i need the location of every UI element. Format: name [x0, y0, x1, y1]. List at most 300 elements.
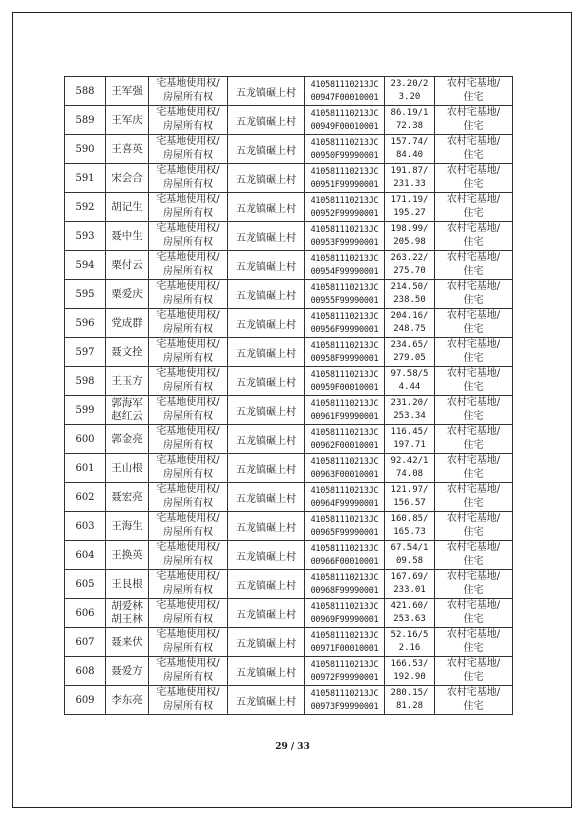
area-line: 166.53/ — [390, 659, 429, 669]
land-use-cell — [435, 338, 513, 367]
unit-code-line: 410581110213JC — [310, 282, 379, 292]
right-type-cell — [149, 135, 228, 164]
land-use-cell — [435, 686, 513, 715]
area-cell — [385, 222, 435, 251]
unit-code-line: 00971F00010001 — [310, 643, 379, 653]
right-type-line: 房屋所有权 — [163, 295, 213, 306]
owner-name-line: 王军庆 — [111, 113, 143, 126]
land-use-line: 农村宅基地/ — [446, 194, 501, 205]
land-use-cell — [435, 251, 513, 280]
right-type-line: 房屋所有权 — [163, 353, 213, 364]
right-type-line: 宅基地使用权/ — [156, 687, 220, 698]
right-type-line: 宅基地使用权/ — [156, 368, 220, 379]
unit-code-line: 410581110213JC — [310, 79, 379, 89]
land-use-cell — [435, 512, 513, 541]
land-use-cell — [435, 106, 513, 135]
right-type-cell — [149, 77, 228, 106]
area-line: 4.44 — [398, 382, 421, 392]
owner-name-cell — [106, 367, 149, 396]
land-use-line: 农村宅基地/ — [446, 658, 501, 669]
right-type-line: 宅基地使用权/ — [156, 136, 220, 147]
unit-code-line: 00964F99990001 — [310, 498, 379, 508]
unit-code-line: 00965F99990001 — [310, 527, 379, 537]
land-use-cell — [435, 222, 513, 251]
table-row — [65, 599, 513, 628]
land-use-line: 农村宅基地/ — [446, 368, 501, 379]
area-line: 280.15/ — [390, 688, 429, 698]
owner-name-line: 王军强 — [111, 84, 143, 97]
record-number-cell: 605 — [65, 570, 106, 599]
land-use-line: 农村宅基地/ — [446, 513, 501, 524]
unit-code-cell — [305, 106, 385, 135]
owner-name-cell — [106, 164, 149, 193]
unit-code-line: 00955F99990001 — [310, 295, 379, 305]
right-type-line: 房屋所有权 — [163, 324, 213, 335]
table-row — [65, 77, 513, 106]
unit-code-cell — [305, 164, 385, 193]
unit-code-cell — [305, 280, 385, 309]
right-type-line: 房屋所有权 — [163, 440, 213, 451]
unit-code-cell — [305, 570, 385, 599]
unit-code-cell — [305, 657, 385, 686]
right-type-line: 房屋所有权 — [163, 266, 213, 277]
right-type-line: 宅基地使用权/ — [156, 310, 220, 321]
unit-code-line: 410581110213JC — [310, 630, 379, 640]
land-use-cell — [435, 280, 513, 309]
right-type-line: 宅基地使用权/ — [156, 194, 220, 205]
area-line: 156.57 — [393, 498, 426, 508]
owner-name-cell — [106, 77, 149, 106]
unit-code-line: 00947F00010001 — [310, 92, 379, 102]
right-type-cell — [149, 280, 228, 309]
area-line: 171.19/ — [390, 195, 429, 205]
right-type-cell — [149, 396, 228, 425]
land-use-line: 住宅 — [463, 353, 484, 364]
unit-code-line: 00951F99990001 — [310, 179, 379, 189]
land-use-line: 住宅 — [463, 179, 484, 190]
area-line: 214.50/ — [390, 282, 429, 292]
table-row — [65, 396, 513, 425]
land-use-cell — [435, 135, 513, 164]
area-line: 167.69/ — [390, 572, 429, 582]
unit-code-cell — [305, 686, 385, 715]
unit-code-cell — [305, 338, 385, 367]
owner-name-line: 郭金亮 — [111, 432, 143, 445]
table-row — [65, 657, 513, 686]
land-use-line: 农村宅基地/ — [446, 281, 501, 292]
record-number-cell: 591 — [65, 164, 106, 193]
owner-name-line: 赵红云 — [111, 410, 143, 422]
right-type-line: 房屋所有权 — [163, 556, 213, 567]
location-cell: 五龙镇碾上村 — [228, 106, 305, 135]
unit-code-line: 00958F99990001 — [310, 353, 379, 363]
unit-code-line: 00949F00010001 — [310, 121, 379, 131]
unit-code-line: 410581110213JC — [310, 688, 379, 698]
right-type-cell — [149, 541, 228, 570]
land-use-cell — [435, 483, 513, 512]
land-use-line: 住宅 — [463, 440, 484, 451]
unit-code-line: 410581110213JC — [310, 601, 379, 611]
unit-code-line: 410581110213JC — [310, 427, 379, 437]
land-use-line: 农村宅基地/ — [446, 484, 501, 495]
owner-name-line: 李东亮 — [111, 693, 143, 706]
land-use-line: 住宅 — [463, 585, 484, 596]
owner-name-line: 聂文拴 — [111, 345, 143, 358]
unit-code-line: 00972F99990001 — [310, 672, 379, 682]
unit-code-cell — [305, 309, 385, 338]
right-type-cell — [149, 483, 228, 512]
location-cell: 五龙镇碾上村 — [228, 628, 305, 657]
land-use-cell — [435, 77, 513, 106]
location-cell: 五龙镇碾上村 — [228, 599, 305, 628]
record-number-cell: 597 — [65, 338, 106, 367]
owner-name-line: 王山根 — [111, 461, 143, 474]
right-type-line: 宅基地使用权/ — [156, 426, 220, 437]
table-row — [65, 251, 513, 280]
area-cell — [385, 367, 435, 396]
owner-name-line: 党成群 — [111, 316, 143, 329]
table-row — [65, 570, 513, 599]
owner-name-line: 聂宏亮 — [111, 490, 143, 503]
land-use-line: 住宅 — [463, 237, 484, 248]
location-cell: 五龙镇碾上村 — [228, 280, 305, 309]
unit-code-cell — [305, 599, 385, 628]
area-line: 231.20/ — [390, 398, 429, 408]
area-cell — [385, 396, 435, 425]
area-line: 23.20/2 — [390, 79, 429, 89]
area-cell — [385, 338, 435, 367]
land-use-cell — [435, 570, 513, 599]
owner-name-line: 栗付云 — [111, 258, 143, 271]
table-row — [65, 454, 513, 483]
unit-code-line: 410581110213JC — [310, 456, 379, 466]
owner-name-cell — [106, 309, 149, 338]
land-use-line: 住宅 — [463, 121, 484, 132]
land-use-line: 农村宅基地/ — [446, 136, 501, 147]
table-row — [65, 541, 513, 570]
record-number-cell: 593 — [65, 222, 106, 251]
right-type-cell — [149, 657, 228, 686]
area-cell — [385, 657, 435, 686]
area-cell — [385, 628, 435, 657]
land-use-line: 住宅 — [463, 556, 484, 567]
location-cell: 五龙镇碾上村 — [228, 77, 305, 106]
unit-code-cell — [305, 454, 385, 483]
table-row — [65, 338, 513, 367]
land-use-line: 住宅 — [463, 527, 484, 538]
right-type-cell — [149, 338, 228, 367]
area-line: 279.05 — [393, 353, 426, 363]
right-type-line: 宅基地使用权/ — [156, 600, 220, 611]
unit-code-line: 00963F00010001 — [310, 469, 379, 479]
owner-name-line: 王海生 — [111, 519, 143, 532]
unit-code-cell — [305, 135, 385, 164]
land-use-cell — [435, 599, 513, 628]
record-number-cell: 608 — [65, 657, 106, 686]
area-line: 253.63 — [393, 614, 426, 624]
owner-name-cell — [106, 628, 149, 657]
unit-code-line: 00968F99990001 — [310, 585, 379, 595]
unit-code-cell — [305, 193, 385, 222]
table-row — [65, 425, 513, 454]
location-cell: 五龙镇碾上村 — [228, 425, 305, 454]
land-use-cell — [435, 309, 513, 338]
location-cell: 五龙镇碾上村 — [228, 657, 305, 686]
unit-code-cell — [305, 512, 385, 541]
table-row — [65, 164, 513, 193]
right-type-cell — [149, 106, 228, 135]
land-use-line: 住宅 — [463, 643, 484, 654]
land-use-cell — [435, 396, 513, 425]
right-type-cell — [149, 425, 228, 454]
right-type-line: 房屋所有权 — [163, 237, 213, 248]
records-table-body — [65, 77, 513, 715]
location-cell: 五龙镇碾上村 — [228, 686, 305, 715]
unit-code-line: 00962F00010001 — [310, 440, 379, 450]
unit-code-cell — [305, 425, 385, 454]
owner-name-line: 栗爱庆 — [111, 287, 143, 300]
unit-code-cell — [305, 483, 385, 512]
table-row — [65, 512, 513, 541]
right-type-line: 房屋所有权 — [163, 179, 213, 190]
area-line: 84.40 — [395, 150, 424, 160]
land-use-line: 住宅 — [463, 701, 484, 712]
location-cell: 五龙镇碾上村 — [228, 454, 305, 483]
area-cell — [385, 77, 435, 106]
location-cell: 五龙镇碾上村 — [228, 222, 305, 251]
area-cell — [385, 570, 435, 599]
owner-name-line: 胡王林 — [111, 613, 143, 625]
right-type-line: 房屋所有权 — [163, 672, 213, 683]
location-cell: 五龙镇碾上村 — [228, 193, 305, 222]
unit-code-line: 00950F99990001 — [310, 150, 379, 160]
right-type-cell — [149, 599, 228, 628]
right-type-line: 房屋所有权 — [163, 208, 213, 219]
land-use-cell — [435, 454, 513, 483]
area-line: 52.16/5 — [390, 630, 429, 640]
unit-code-line: 00959F00010001 — [310, 382, 379, 392]
area-line: 275.70 — [393, 266, 426, 276]
unit-code-cell — [305, 77, 385, 106]
location-cell: 五龙镇碾上村 — [228, 135, 305, 164]
land-use-line: 住宅 — [463, 614, 484, 625]
land-use-line: 农村宅基地/ — [446, 397, 501, 408]
right-type-cell — [149, 686, 228, 715]
unit-code-line: 00961F99990001 — [310, 411, 379, 421]
unit-code-line: 410581110213JC — [310, 253, 379, 263]
owner-name-cell — [106, 193, 149, 222]
area-line: 97.58/5 — [390, 369, 429, 379]
area-line: 2.16 — [398, 643, 421, 653]
owner-name-cell — [106, 541, 149, 570]
area-cell — [385, 541, 435, 570]
land-use-line: 住宅 — [463, 266, 484, 277]
right-type-line: 宅基地使用权/ — [156, 455, 220, 466]
right-type-line: 宅基地使用权/ — [156, 571, 220, 582]
unit-code-cell — [305, 367, 385, 396]
area-line: 204.16/ — [390, 311, 429, 321]
right-type-line: 房屋所有权 — [163, 92, 213, 103]
table-row — [65, 280, 513, 309]
record-number-cell: 606 — [65, 599, 106, 628]
table-row — [65, 193, 513, 222]
right-type-line: 宅基地使用权/ — [156, 223, 220, 234]
location-cell: 五龙镇碾上村 — [228, 396, 305, 425]
right-type-line: 宅基地使用权/ — [156, 252, 220, 263]
location-cell: 五龙镇碾上村 — [228, 512, 305, 541]
right-type-cell — [149, 628, 228, 657]
right-type-cell — [149, 512, 228, 541]
record-number-cell: 607 — [65, 628, 106, 657]
owner-name-cell — [106, 222, 149, 251]
owner-name-cell — [106, 599, 149, 628]
unit-code-cell — [305, 628, 385, 657]
unit-code-line: 410581110213JC — [310, 195, 379, 205]
right-type-cell — [149, 309, 228, 338]
right-type-cell — [149, 251, 228, 280]
unit-code-line: 00973F99990001 — [310, 701, 379, 711]
land-use-line: 农村宅基地/ — [446, 107, 501, 118]
area-line: 165.73 — [393, 527, 426, 537]
land-use-cell — [435, 164, 513, 193]
area-line: 86.19/1 — [390, 108, 429, 118]
area-line: 197.71 — [393, 440, 426, 450]
record-number-cell: 588 — [65, 77, 106, 106]
land-use-line: 农村宅基地/ — [446, 600, 501, 611]
area-line: 3.20 — [398, 92, 421, 102]
owner-name-line: 王喜英 — [111, 142, 143, 155]
owner-name-line: 郭海军 — [111, 397, 143, 409]
area-line: 67.54/1 — [390, 543, 429, 553]
land-use-cell — [435, 193, 513, 222]
right-type-cell — [149, 193, 228, 222]
area-line: 238.50 — [393, 295, 426, 305]
record-number-cell: 590 — [65, 135, 106, 164]
land-use-line: 农村宅基地/ — [446, 455, 501, 466]
unit-code-line: 410581110213JC — [310, 572, 379, 582]
right-type-line: 宅基地使用权/ — [156, 397, 220, 408]
owner-name-line: 聂中生 — [111, 229, 143, 242]
land-use-line: 住宅 — [463, 469, 484, 480]
area-line: 160.85/ — [390, 514, 429, 524]
unit-code-line: 410581110213JC — [310, 166, 379, 176]
area-line: 72.38 — [395, 121, 424, 131]
unit-code-line: 410581110213JC — [310, 340, 379, 350]
land-use-cell — [435, 425, 513, 454]
record-number-cell: 601 — [65, 454, 106, 483]
owner-name-cell — [106, 454, 149, 483]
area-cell — [385, 686, 435, 715]
area-cell — [385, 251, 435, 280]
area-cell — [385, 425, 435, 454]
area-line: 192.90 — [393, 672, 426, 682]
area-line: 191.87/ — [390, 166, 429, 176]
location-cell: 五龙镇碾上村 — [228, 164, 305, 193]
unit-code-cell — [305, 396, 385, 425]
area-cell — [385, 599, 435, 628]
area-line: 92.42/1 — [390, 456, 429, 466]
unit-code-line: 00953F99990001 — [310, 237, 379, 247]
owner-name-line: 胡爱林 — [111, 600, 143, 612]
land-use-line: 住宅 — [463, 150, 484, 161]
right-type-line: 宅基地使用权/ — [156, 107, 220, 118]
area-line: 74.08 — [395, 469, 424, 479]
owner-name-line: 聂爱方 — [111, 664, 143, 677]
land-use-line: 住宅 — [463, 208, 484, 219]
right-type-line: 房屋所有权 — [163, 411, 213, 422]
right-type-cell — [149, 222, 228, 251]
table-row — [65, 135, 513, 164]
area-line: 205.98 — [393, 237, 426, 247]
owner-name-cell — [106, 106, 149, 135]
table-row — [65, 222, 513, 251]
location-cell: 五龙镇碾上村 — [228, 309, 305, 338]
unit-code-line: 410581110213JC — [310, 514, 379, 524]
record-number-cell: 604 — [65, 541, 106, 570]
area-line: 81.28 — [395, 701, 424, 711]
owner-name-line: 胡记生 — [111, 200, 143, 213]
right-type-line: 宅基地使用权/ — [156, 629, 220, 640]
land-use-cell — [435, 657, 513, 686]
table-row — [65, 483, 513, 512]
area-cell — [385, 483, 435, 512]
land-use-line: 农村宅基地/ — [446, 542, 501, 553]
area-cell — [385, 106, 435, 135]
record-number-cell: 603 — [65, 512, 106, 541]
owner-name-cell — [106, 425, 149, 454]
area-cell — [385, 280, 435, 309]
right-type-cell — [149, 570, 228, 599]
location-cell: 五龙镇碾上村 — [228, 541, 305, 570]
land-use-line: 农村宅基地/ — [446, 571, 501, 582]
owner-name-line: 王艮根 — [111, 577, 143, 590]
location-cell: 五龙镇碾上村 — [228, 338, 305, 367]
location-cell: 五龙镇碾上村 — [228, 570, 305, 599]
right-type-line: 宅基地使用权/ — [156, 542, 220, 553]
right-type-line: 房屋所有权 — [163, 469, 213, 480]
unit-code-line: 410581110213JC — [310, 485, 379, 495]
area-line: 234.65/ — [390, 340, 429, 350]
area-cell — [385, 309, 435, 338]
right-type-cell — [149, 367, 228, 396]
land-use-line: 农村宅基地/ — [446, 426, 501, 437]
area-line: 157.74/ — [390, 137, 429, 147]
land-use-cell — [435, 541, 513, 570]
area-line: 248.75 — [393, 324, 426, 334]
area-line: 253.34 — [393, 411, 426, 421]
right-type-line: 房屋所有权 — [163, 614, 213, 625]
table-row — [65, 686, 513, 715]
owner-name-cell — [106, 396, 149, 425]
land-use-line: 农村宅基地/ — [446, 252, 501, 263]
land-use-line: 住宅 — [463, 295, 484, 306]
owner-name-cell — [106, 570, 149, 599]
unit-code-line: 410581110213JC — [310, 137, 379, 147]
record-number-cell: 602 — [65, 483, 106, 512]
location-cell: 五龙镇碾上村 — [228, 367, 305, 396]
land-use-line: 住宅 — [463, 382, 484, 393]
unit-code-line: 00966F00010001 — [310, 556, 379, 566]
record-number-cell: 592 — [65, 193, 106, 222]
record-number-cell: 599 — [65, 396, 106, 425]
record-number-cell: 596 — [65, 309, 106, 338]
area-line: 116.45/ — [390, 427, 429, 437]
records-table — [64, 76, 513, 715]
location-cell: 五龙镇碾上村 — [228, 251, 305, 280]
owner-name-line: 王换英 — [111, 548, 143, 561]
owner-name-line: 宋会合 — [111, 171, 143, 184]
land-use-line: 农村宅基地/ — [446, 78, 501, 89]
